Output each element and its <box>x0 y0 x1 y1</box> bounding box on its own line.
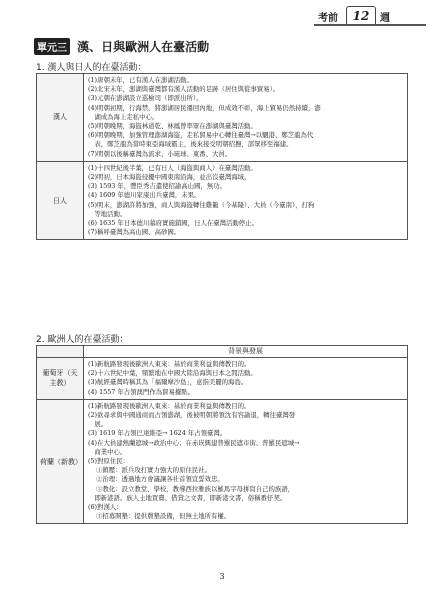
header-blank-cell <box>37 346 84 358</box>
section1-table <box>36 73 408 240</box>
section2-title: 2. 歐洲人的在臺活動： <box>36 335 129 345</box>
list-item: 湖成為海上走私中心。 <box>88 112 159 121</box>
list-item: (1)新航路發現後歐洲人東來：基於商業利益與傳教目的。 <box>88 401 251 410</box>
list-item: (6) 1635 年日本德川幕府實施鎖國，日人在臺灣活動停止。 <box>88 219 258 228</box>
table-row <box>37 161 408 240</box>
list-item: (1)新航路發現後歐洲人東來：基於商業利益與傳教目的。 <box>88 360 251 368</box>
list-item: 展。 <box>88 420 108 429</box>
header-suffix: 週 <box>380 13 390 24</box>
header-background-cell: 背景與發展 <box>84 346 408 358</box>
list-item: (7)稱呼臺灣為高山國、高砂國。 <box>88 228 181 237</box>
list-item: (5)明末，澎湖許將加強，商人與海盜轉往雞籠（今基隆）、大員（今臺南），打狗 <box>88 200 315 209</box>
page-header <box>316 6 426 24</box>
list-item: (2)欲尋求與中國通商而占領澎湖，後被明朝將領沈有容諭退，轉往臺灣發 <box>88 411 296 420</box>
list-item: (4)在大員建熱蘭遮城→政治中心；在赤崁興建普羅民遮市街、普羅民遮城→ <box>88 438 300 447</box>
row-label: 漢人 <box>37 74 84 162</box>
section2-table <box>36 345 408 524</box>
list-item: 商業中心。 <box>88 447 127 456</box>
row-label: 荷蘭（新教） <box>37 399 84 524</box>
list-item: ①招募開墾：提供農墾設備，但無土地所有權。 <box>96 512 231 521</box>
list-item: (1)唐朝末年，已有漢人在澎湖活動。 <box>88 76 193 84</box>
list-item: (4)明朝初期，行海禁，將澎湖居民遷回內地，但成效不彰，海上貿易仍然持續，澎 <box>88 103 321 112</box>
list-item: (2)十六世紀中葉，頻繁地在中國大陸沿海與日本之間活動。 <box>88 369 257 378</box>
list-item: (3) 1593 年，豐臣秀吉遣使招諭高山國，無功。 <box>88 182 227 191</box>
list-item: (6)明朝晚期，加強管理澎湖海盜，走私貿易中心轉往臺灣→以魍港、鄭芝龍為代 <box>88 131 314 140</box>
unit-heading <box>34 36 209 52</box>
table-row <box>37 74 408 162</box>
row-content <box>84 358 408 400</box>
table-row <box>37 399 408 524</box>
header-rule <box>314 24 426 26</box>
list-item: (1)十四世紀後半葉，已有日人（海盜與商人）在臺灣活動。 <box>88 163 257 172</box>
header-prefix: 考前 <box>318 13 338 24</box>
list-item: ③教化：設立教堂、學校，教導西拉雅族以羅馬字母拼寫自己的族語， <box>96 484 295 493</box>
list-item: ②治理：透過地方會議讓各社首領宣誓效忠。 <box>96 475 224 484</box>
list-item: (3)元朝在澎湖設立巡檢司（即派出所）。 <box>88 94 203 103</box>
row-content <box>84 399 408 524</box>
list-item: (5)對原住民： <box>88 457 130 466</box>
list-item: (7)明朝以後稱臺灣為流求、小琉球、東番、大員。 <box>88 149 232 158</box>
row-content <box>84 161 408 240</box>
section1-title: 1. 漢人與日人的在臺活動： <box>36 63 147 73</box>
list-item: (3)航經臺灣時稱其為「福爾摩沙島」，意指美麗的海島。 <box>88 378 248 387</box>
list-item: ①鎮壓：派兵攻打實力強大的原住民社。 <box>96 466 212 475</box>
list-item: (3) 1619 年占領巴達維亞→ 1624 年占領臺灣。 <box>88 429 227 438</box>
row-label: 葡萄牙（天主教） <box>37 358 84 400</box>
list-item: (4) 1609 年德川家康出兵臺灣，未果。 <box>88 191 201 200</box>
list-item: (5)明朝晚期，海盜林道乾、林鳳曾率眾在澎湖與臺灣活動。 <box>88 122 257 131</box>
list-item: 即新港語。族人土地買賣、借貸之文書，即新港文書，俗稱番仔契。 <box>88 493 287 502</box>
list-item: 等地活動。 <box>88 209 127 218</box>
row-label: 日人 <box>37 161 84 240</box>
table-row <box>37 358 408 400</box>
list-item: (2)北宋末年，澎湖與臺灣都有漢人活動的足跡（居住與從事貿易）。 <box>88 85 280 94</box>
row-content <box>84 74 408 162</box>
unit-title: 漢、日與歐洲人在臺活動 <box>77 40 210 54</box>
unit-badge: 單元三 <box>34 38 70 55</box>
list-item: (2)明初，日本海盜侵擾中國東南沿海，並出沒臺灣海域。 <box>88 173 251 182</box>
table-header-row <box>37 346 408 358</box>
page-number: 3 <box>219 572 225 581</box>
header-week-number: 12 <box>346 6 376 26</box>
list-item: (4) 1557 年占領澳門作為貿易據點。 <box>88 387 195 396</box>
list-item: (6)對漢人： <box>88 503 123 512</box>
list-item: 表，鄭芝龍為當時東亞海域霸主，後來接受明朝招撫，部眾移至福建。 <box>88 140 293 149</box>
